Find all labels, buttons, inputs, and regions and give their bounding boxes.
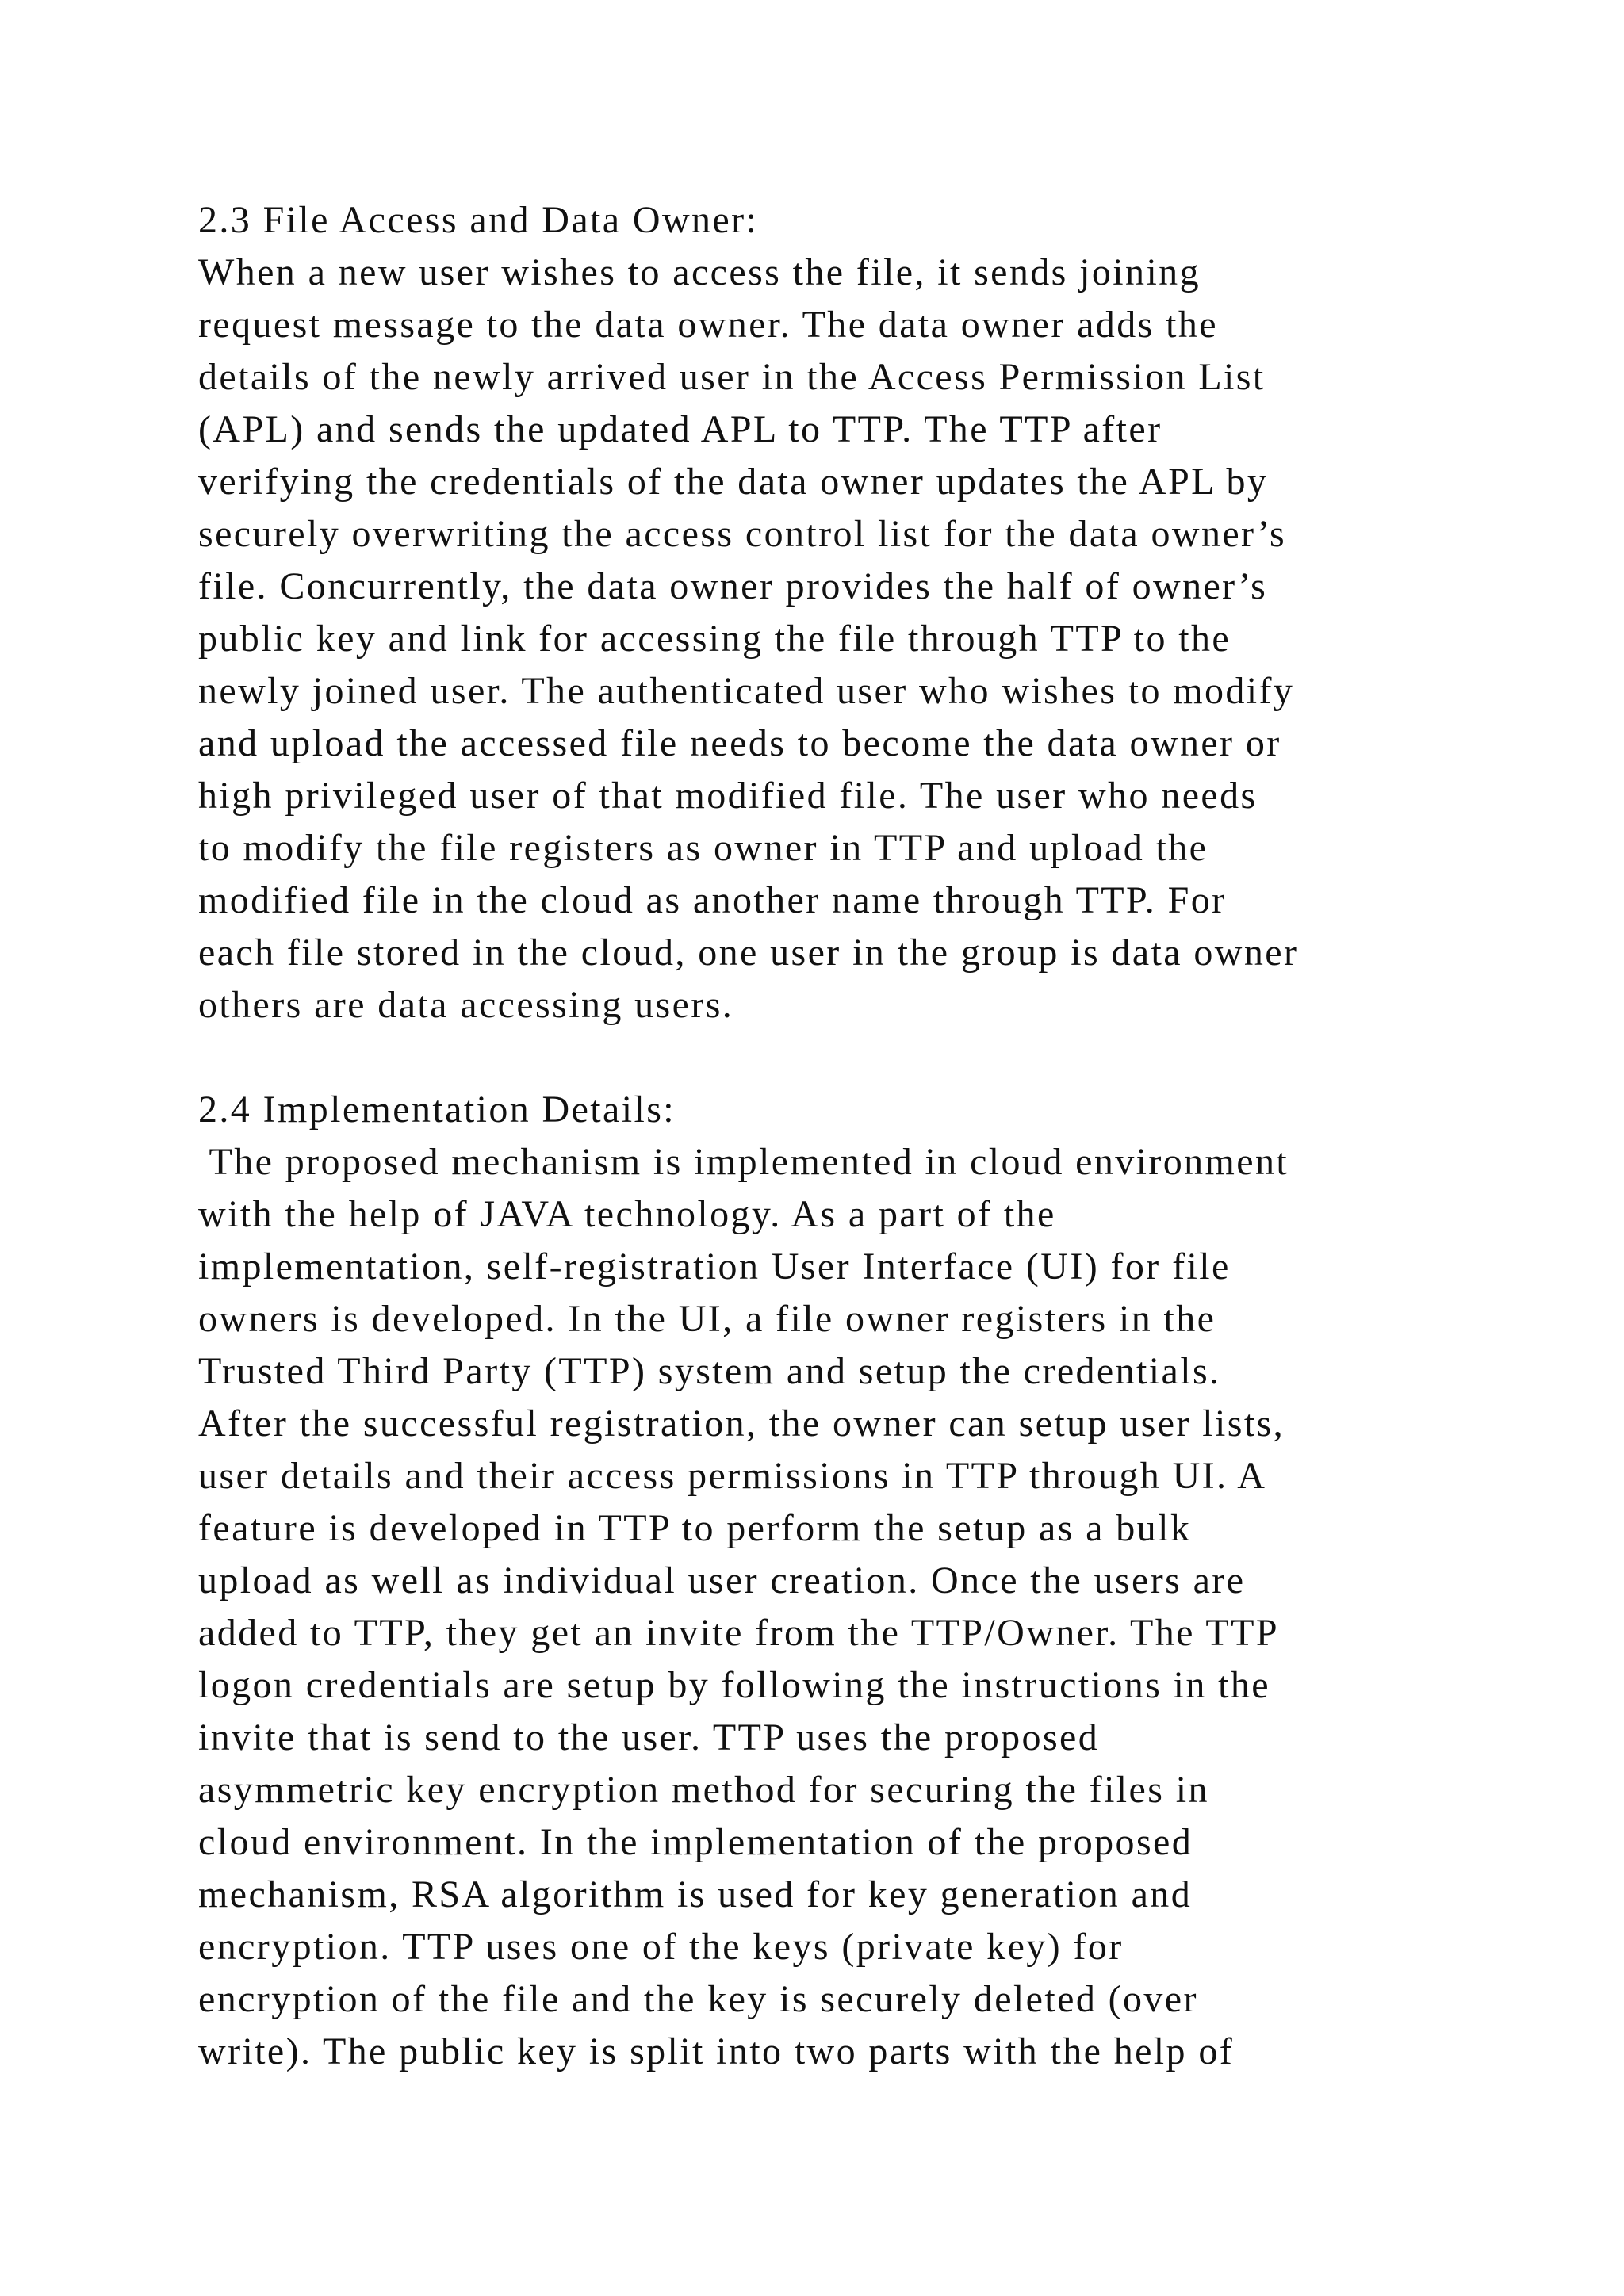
paragraph-line: The proposed mechanism is implemented in cloud environment [198,1141,1289,1183]
paragraph-line: implementation, self-registration User Interface (UI) for file [198,1246,1231,1288]
paragraph-line: user details and their access permissions in TTP through UI. A [198,1455,1267,1497]
paragraph-line: encryption of the file and the key is securely deleted (over [198,1978,1198,2020]
paragraph-line: mechanism, RSA algorithm is used for key generation and [198,1873,1193,1915]
paragraph-line: verifying the credentials of the data owner updates the APL by [198,461,1269,503]
paragraph-line: with the help of JAVA technology. As a part of the [198,1193,1056,1235]
paragraph-line: feature is developed in TTP to perform the setup as a bulk [198,1507,1192,1549]
paragraph-line: others are data accessing users. [198,984,734,1026]
paragraph-line: to modify the file registers as owner in TTP and upload the [198,827,1208,869]
paragraph-line: high privileged user of that modified file. The user who needs [198,775,1258,817]
section-heading-file-access: 2.3 File Access and Data Owner: [198,199,759,241]
paragraph-line: write). The public key is split into two parts with the help of [198,2030,1235,2072]
paragraph-line: each file stored in the cloud, one user in the group is data owner [198,932,1299,974]
document-body [198,194,1546,2078]
paragraph-line: When a new user wishes to access the file, it sends joining [198,251,1201,293]
paragraph-spacer [198,1031,1546,1084]
section-heading-implementation: 2.4 Implementation Details: [198,1089,676,1131]
paragraph-line: encryption. TTP uses one of the keys (private key) for [198,1926,1124,1968]
paragraph-line: asymmetric key encryption method for securing the files in [198,1769,1209,1811]
paragraph-line: securely overwriting the access control list for the data owner’s [198,513,1287,555]
paragraph-line: cloud environment. In the implementation of the proposed [198,1821,1193,1863]
paragraph-line: public key and link for accessing the file through TTP to the [198,618,1231,660]
paragraph-line: (APL) and sends the updated APL to TTP. The TTP after [198,408,1162,450]
paragraph-line: details of the newly arrived user in the Access Permission List [198,356,1266,398]
paragraph-line: After the successful registration, the owner can setup user lists, [198,1402,1285,1445]
paragraph-line: request message to the data owner. The data owner adds the [198,304,1218,346]
paragraph-line: and upload the accessed file needs to become the data owner or [198,722,1281,764]
paragraph-line: added to TTP, they get an invite from the TTP/Owner. The TTP [198,1612,1279,1654]
paragraph-line: file. Concurrently, the data owner provides the half of owner’s [198,565,1268,607]
paragraph-line: logon credentials are setup by following the instructions in the [198,1664,1271,1706]
paragraph-line: invite that is send to the user. TTP uses the proposed [198,1716,1100,1758]
paragraph-line: upload as well as individual user creation. Once the users are [198,1559,1246,1601]
paragraph-line: owners is developed. In the UI, a file owner registers in the [198,1298,1216,1340]
paragraph-line: modified file in the cloud as another name through TTP. For [198,879,1227,921]
paragraph-line: newly joined user. The authenticated user who wishes to modify [198,670,1295,712]
paragraph-line: Trusted Third Party (TTP) system and setup the credentials. [198,1350,1221,1392]
